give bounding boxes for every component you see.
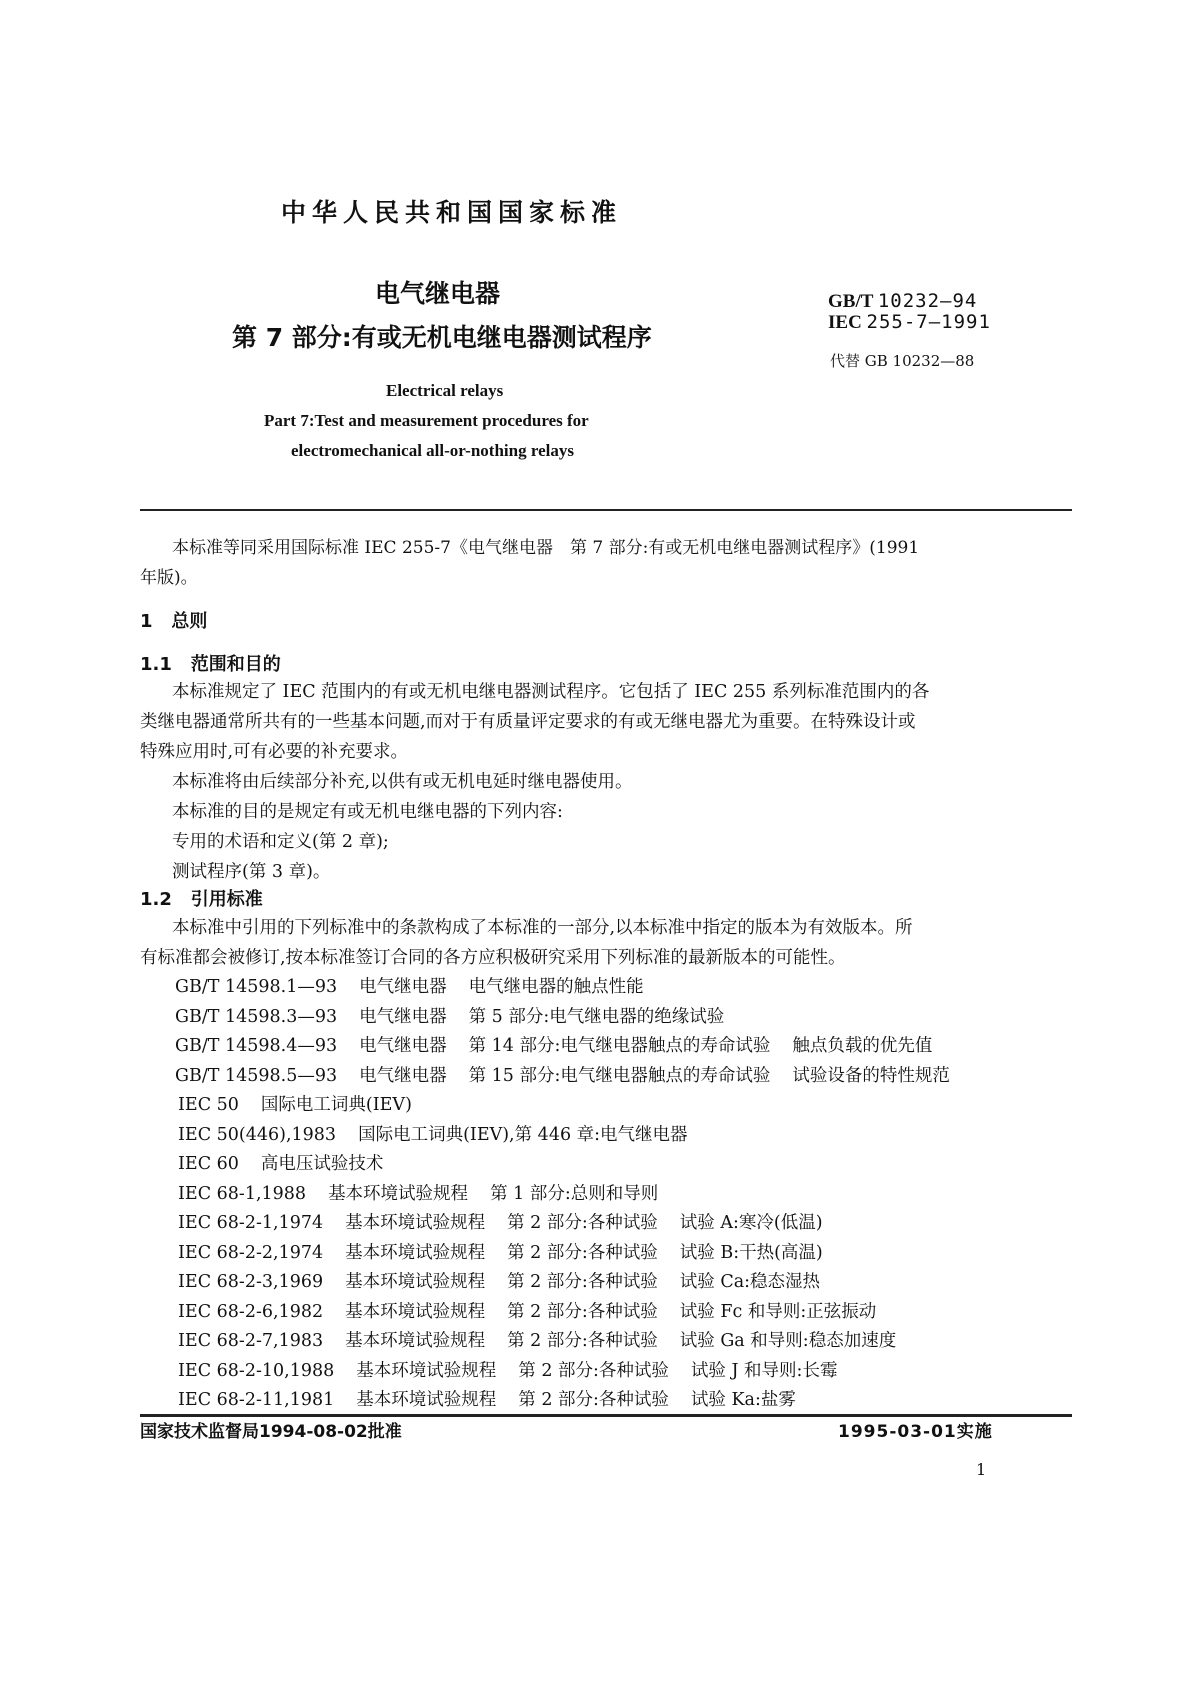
replaces-note: 代替 GB 10232—88 xyxy=(830,352,975,370)
reference-title-part: 基本环境试验规程 xyxy=(356,1390,497,1410)
section-title: 范围和目的 xyxy=(190,654,281,675)
paragraph-line: 类继电器通常所共有的一些基本问题,而对于有质量评定要求的有或无继电器尤为重要。在特殊设计或 xyxy=(140,712,916,732)
reference-title-part: 第 2 部分:各种试验 xyxy=(518,1390,669,1410)
reference-code: IEC 50(446),1983 xyxy=(178,1124,337,1145)
reference-title-part: 触点负载的优先值 xyxy=(792,1036,933,1056)
reference-title-part: 基本环境试验规程 xyxy=(328,1183,469,1204)
gb-code xyxy=(828,290,977,313)
reference-title-part: 第 14 部分:电气继电器触点的寿命试验 xyxy=(468,1036,771,1056)
gb-number: 10232—94 xyxy=(877,290,978,312)
reference-title-part: 第 5 部分:电气继电器的绝缘试验 xyxy=(468,1006,725,1027)
reference-title-part: 基本环境试验规程 xyxy=(345,1242,486,1263)
reference-code: IEC 68-2-1,1974 xyxy=(178,1213,324,1233)
reference-title-part: 基本环境试验规程 xyxy=(356,1360,497,1381)
reference-item xyxy=(175,976,666,998)
reference-item xyxy=(178,1271,842,1293)
title-en-line2: Part 7:Test and measurement procedures for xyxy=(264,411,589,430)
reference-title-part: 试验 B:干热(高温) xyxy=(679,1242,823,1263)
reference-code: IEC 68-2-11,1981 xyxy=(178,1390,335,1410)
reference-code: IEC 68-2-6,1982 xyxy=(178,1301,324,1322)
reference-item xyxy=(178,1094,434,1116)
iec-number: 255-7—1991 xyxy=(866,311,991,333)
reference-title-part: 试验 Ga 和导则:稳态加速度 xyxy=(679,1331,897,1351)
reference-title-part: 高电压试验技术 xyxy=(260,1154,384,1174)
reference-item xyxy=(178,1301,898,1323)
title-zh-line1: 电气继电器 xyxy=(375,279,501,308)
intro-line2: 年版)。 xyxy=(140,568,198,588)
reference-title-part: 国际电工词典(IEV) xyxy=(260,1095,412,1115)
reference-code: IEC 68-2-2,1974 xyxy=(178,1242,324,1263)
effective-date: 1995-03-01实施 xyxy=(838,1422,993,1442)
paragraph-line: 测试程序(第 3 章)。 xyxy=(172,862,331,882)
reference-item xyxy=(178,1124,710,1146)
intro-line1: 本标准等同采用国际标准 IEC 255-7《电气继电器 第 7 部分:有或无机电继电器测试程序》(1991 xyxy=(172,538,920,558)
approval-date: 国家技术监督局1994-08-02批准 xyxy=(140,1422,402,1442)
reference-item xyxy=(175,1035,954,1057)
paragraph-line: 有标准都会被修订,按本标准签订合同的各方应积极研究采用下列标准的最新版本的可能性。 xyxy=(140,948,846,968)
reference-item xyxy=(178,1330,918,1352)
reference-code: IEC 50 xyxy=(178,1095,239,1115)
section-1-heading xyxy=(140,611,207,633)
gb-prefix: GB/T xyxy=(828,291,874,312)
iec-prefix: IEC xyxy=(828,312,862,333)
reference-title-part: 电气继电器 xyxy=(359,1036,447,1056)
reference-title-part: 第 2 部分:各种试验 xyxy=(507,1242,658,1263)
reference-code: GB/T 14598.3—93 xyxy=(175,1006,338,1027)
reference-title-part: 基本环境试验规程 xyxy=(345,1272,486,1292)
paragraph-line: 本标准规定了 IEC 范围内的有或无机电继电器测试程序。它包括了 IEC 255 系列标准范围内的各 xyxy=(172,682,930,702)
reference-item xyxy=(178,1242,845,1264)
reference-item xyxy=(178,1212,845,1234)
footer-divider xyxy=(140,1414,1072,1417)
reference-title-part: 第 2 部分:各种试验 xyxy=(518,1360,669,1381)
reference-item xyxy=(175,1006,746,1028)
reference-code: IEC 68-2-10,1988 xyxy=(178,1360,335,1381)
reference-item xyxy=(178,1183,680,1205)
reference-title-part: 试验 J 和导则:长霉 xyxy=(690,1360,838,1381)
reference-title-part: 第 2 部分:各种试验 xyxy=(507,1272,658,1292)
reference-item xyxy=(178,1153,405,1175)
iec-code xyxy=(828,311,991,334)
reference-item xyxy=(178,1389,818,1411)
reference-title-part: 基本环境试验规程 xyxy=(345,1213,486,1233)
section-number: 1.2 xyxy=(140,889,172,910)
reference-code: GB/T 14598.4—93 xyxy=(175,1036,338,1056)
reference-title-part: 电气继电器 xyxy=(359,1006,447,1027)
reference-title-part: 第 1 部分:总则和导则 xyxy=(490,1183,659,1204)
reference-item xyxy=(175,1065,972,1087)
section-number: 1.1 xyxy=(140,654,172,675)
reference-title-part: 国际电工词典(IEV),第 446 章:电气继电器 xyxy=(358,1124,688,1145)
header-divider xyxy=(140,509,1072,511)
reference-title-part: 基本环境试验规程 xyxy=(345,1331,486,1351)
reference-title-part: 试验设备的特性规范 xyxy=(792,1065,950,1086)
reference-code: IEC 60 xyxy=(178,1154,239,1174)
reference-title-part: 第 15 部分:电气继电器触点的寿命试验 xyxy=(468,1065,771,1086)
reference-title-part: 试验 Ka:盐雾 xyxy=(690,1390,796,1410)
national-standard-heading: 中华人民共和国国家标准 xyxy=(281,198,623,227)
reference-code: IEC 68-2-3,1969 xyxy=(178,1272,324,1292)
reference-code: IEC 68-2-7,1983 xyxy=(178,1331,324,1351)
reference-title-part: 基本环境试验规程 xyxy=(345,1301,486,1322)
reference-title-part: 电气继电器 xyxy=(359,1065,447,1086)
reference-title-part: 电气继电器的触点性能 xyxy=(468,977,644,997)
section-title: 引用标准 xyxy=(190,889,263,910)
paragraph-line: 专用的术语和定义(第 2 章); xyxy=(172,832,389,852)
reference-title-part: 试验 Fc 和导则:正弦振动 xyxy=(679,1301,877,1322)
title-en-line3: electromechanical all-or-nothing relays xyxy=(291,441,574,460)
title-zh-line2: 第 7 部分:有或无机电继电器测试程序 xyxy=(232,323,652,352)
reference-title-part: 试验 A:寒冷(低温) xyxy=(679,1213,823,1233)
section-title: 总则 xyxy=(171,611,208,632)
page-number: 1 xyxy=(976,1460,987,1479)
reference-code: GB/T 14598.1—93 xyxy=(175,977,338,997)
reference-item xyxy=(178,1360,859,1382)
reference-title-part: 第 2 部分:各种试验 xyxy=(507,1301,658,1322)
section-1-1-heading xyxy=(140,654,281,676)
reference-title-part: 试验 Ca:稳态湿热 xyxy=(679,1272,821,1292)
reference-title-part: 第 2 部分:各种试验 xyxy=(507,1213,658,1233)
reference-title-part: 电气继电器 xyxy=(359,977,447,997)
section-number: 1 xyxy=(140,611,153,632)
paragraph-line: 特殊应用时,可有必要的补充要求。 xyxy=(140,742,409,762)
title-en-line1: Electrical relays xyxy=(386,381,504,400)
section-1-2-heading xyxy=(140,889,263,911)
paragraph-line: 本标准的目的是规定有或无机电继电器的下列内容: xyxy=(172,802,563,822)
reference-code: GB/T 14598.5—93 xyxy=(175,1065,338,1086)
reference-title-part: 第 2 部分:各种试验 xyxy=(507,1331,658,1351)
paragraph-line: 本标准中引用的下列标准中的条款构成了本标准的一部分,以本标准中指定的版本为有效版本。所 xyxy=(172,918,913,938)
paragraph-line: 本标准将由后续部分补充,以供有或无机电延时继电器使用。 xyxy=(172,772,633,792)
reference-code: IEC 68-1,1988 xyxy=(178,1183,307,1204)
